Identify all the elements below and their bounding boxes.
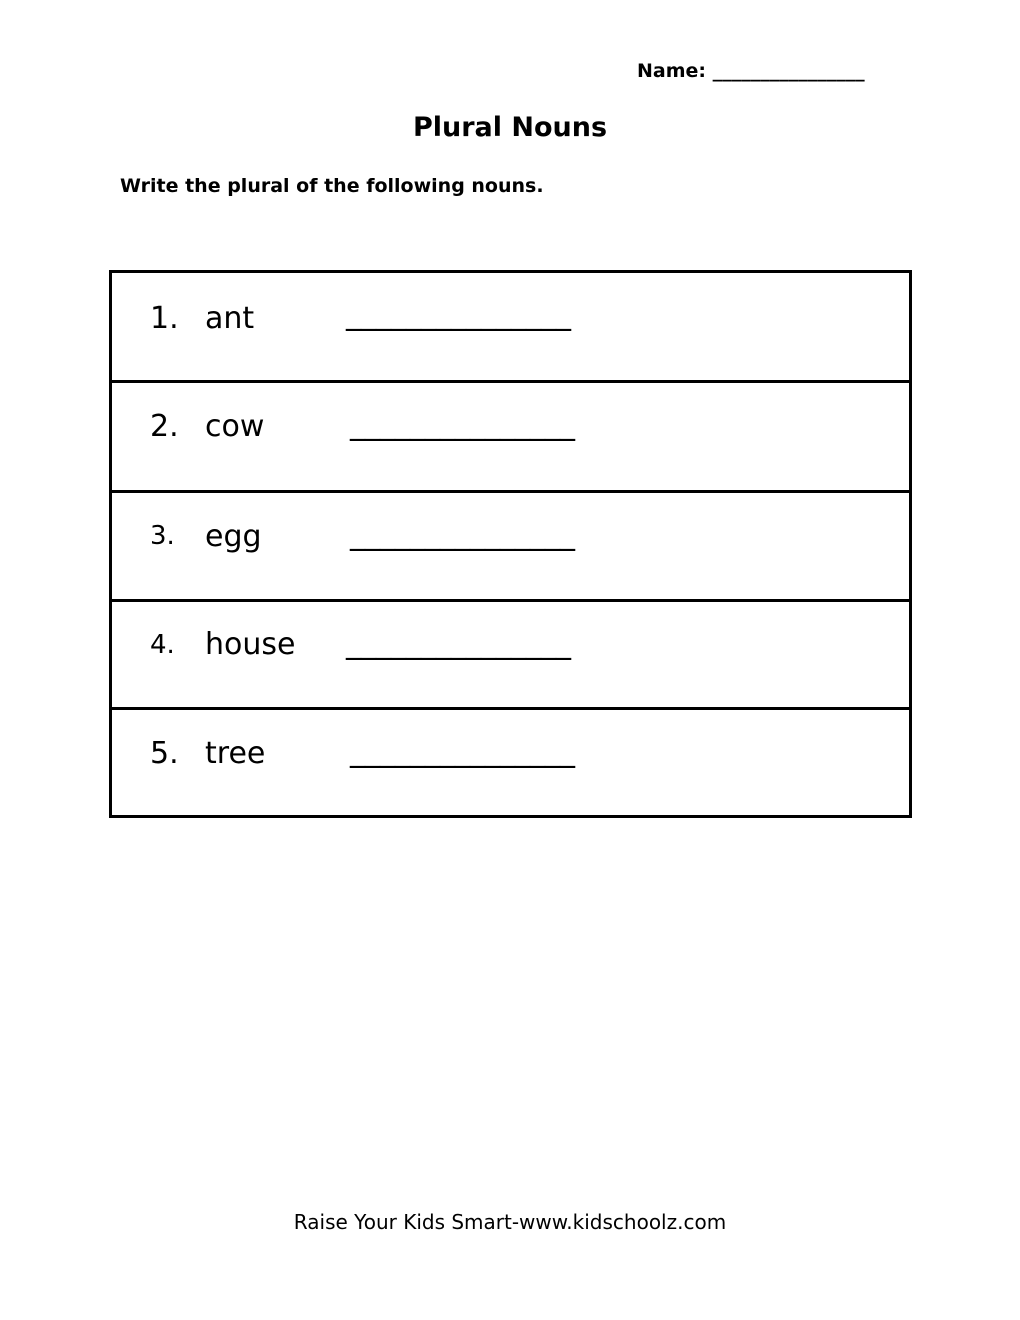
list-item xyxy=(112,273,909,383)
item-number: 3. xyxy=(150,521,175,551)
answer-blank: _______________ xyxy=(350,734,575,769)
answer-blank: _______________ xyxy=(350,517,575,552)
answer-blank: _______________ xyxy=(350,407,575,442)
instructions: Write the plural of the following nouns. xyxy=(120,175,544,197)
item-number: 2. xyxy=(150,409,179,444)
item-number: 5. xyxy=(150,736,179,771)
list-item xyxy=(112,493,909,602)
item-number: 4. xyxy=(150,630,175,660)
answer-blank: _______________ xyxy=(346,297,571,332)
footer-credit: Raise Your Kids Smart-www.kidschoolz.com xyxy=(293,1210,727,1234)
name-field-label: Name: ________________ xyxy=(637,60,865,82)
nouns-table xyxy=(109,270,912,818)
list-item xyxy=(112,710,909,815)
item-number: 1. xyxy=(150,301,179,336)
answer-blank: _______________ xyxy=(346,626,571,661)
item-word: cow xyxy=(205,409,265,444)
list-item xyxy=(112,602,909,710)
item-word: house xyxy=(205,627,296,662)
page-title: Plural Nouns xyxy=(412,112,608,143)
item-word: ant xyxy=(205,301,255,336)
item-word: tree xyxy=(205,736,266,771)
item-word: egg xyxy=(205,519,262,554)
list-item xyxy=(112,383,909,493)
